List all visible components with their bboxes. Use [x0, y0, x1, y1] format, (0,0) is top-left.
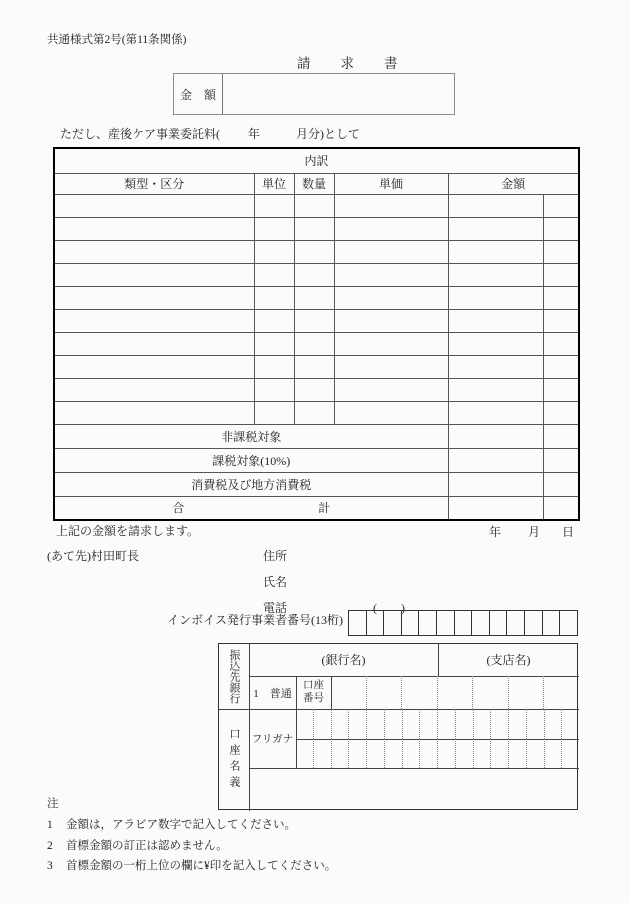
- furigana-label: フリガナ: [251, 734, 294, 745]
- furigana-name-cell[interactable]: [296, 739, 313, 768]
- note-number: 2: [47, 840, 53, 852]
- furigana-kana-cell[interactable]: [508, 709, 526, 739]
- breakdown-input-cell[interactable]: [334, 355, 448, 378]
- invoice-digit-box[interactable]: [454, 611, 472, 635]
- furigana-kana-cell[interactable]: [296, 709, 313, 739]
- breakdown-input-cell[interactable]: [294, 401, 334, 424]
- furigana-kana-cell[interactable]: [331, 709, 349, 739]
- furigana-kana-cells: [296, 709, 579, 739]
- breakdown-input-cell[interactable]: [543, 217, 579, 240]
- date-month-label: 月: [528, 525, 541, 539]
- note-text: 首標金額の訂正は認めません。: [66, 840, 228, 852]
- summary-amount-narrow-cell[interactable]: [543, 424, 579, 448]
- breakdown-input-cell[interactable]: [254, 378, 294, 401]
- breakdown-input-cell[interactable]: [54, 194, 254, 217]
- breakdown-input-cell[interactable]: [254, 332, 294, 355]
- invoice-number-grid: [348, 610, 578, 636]
- furigana-name-cell[interactable]: [455, 739, 473, 768]
- total-row: [54, 496, 579, 520]
- breakdown-input-cell[interactable]: [254, 217, 294, 240]
- breakdown-input-cell[interactable]: [448, 194, 543, 217]
- col-header-type: 類型・区分: [54, 173, 254, 194]
- col-header-unit: 単位: [254, 173, 294, 194]
- breakdown-input-cell[interactable]: [54, 286, 254, 309]
- title-char: 書: [384, 56, 398, 71]
- breakdown-input-cell[interactable]: [334, 240, 448, 263]
- breakdown-input-cell[interactable]: [448, 240, 543, 263]
- breakdown-empty-row: [54, 401, 579, 424]
- col-header-qty: 数量: [294, 173, 334, 194]
- furigana-kana-cell[interactable]: [313, 709, 331, 739]
- note-item: [47, 816, 296, 832]
- breakdown-input-cell[interactable]: [294, 286, 334, 309]
- furigana-kana-cell[interactable]: [437, 709, 455, 739]
- title-char: 請: [297, 56, 311, 71]
- summary-amount-cell[interactable]: [448, 448, 543, 472]
- breakdown-input-cell[interactable]: [543, 401, 579, 424]
- name-label: 氏名: [263, 575, 288, 589]
- breakdown-input-cell[interactable]: [294, 378, 334, 401]
- form-code: 共通様式第2号(第11条関係): [47, 34, 187, 46]
- breakdown-input-cell[interactable]: [294, 240, 334, 263]
- furigana-name-cell[interactable]: [561, 739, 579, 768]
- breakdown-input-cell[interactable]: [543, 194, 579, 217]
- summary-amount-narrow-cell[interactable]: [543, 472, 579, 496]
- breakdown-input-cell[interactable]: [54, 217, 254, 240]
- breakdown-input-cell[interactable]: [334, 263, 448, 286]
- account-number-label: 口座番号: [303, 679, 324, 704]
- breakdown-input-cell[interactable]: [543, 240, 579, 263]
- total-label-cell: [54, 496, 448, 520]
- furigana-kana-cell[interactable]: [473, 709, 491, 739]
- breakdown-empty-row: [54, 263, 579, 286]
- furigana-name-cell[interactable]: [490, 739, 508, 768]
- breakdown-empty-row: [54, 217, 579, 240]
- account-digit-cell[interactable]: [331, 676, 366, 709]
- summary-label: 消費税及び地方消費税: [54, 472, 448, 496]
- breakdown-input-cell[interactable]: [294, 355, 334, 378]
- breakdown-input-cell[interactable]: [543, 286, 579, 309]
- breakdown-input-cell[interactable]: [334, 194, 448, 217]
- breakdown-input-cell[interactable]: [334, 332, 448, 355]
- furigana-kana-cell[interactable]: [419, 709, 437, 739]
- breakdown-input-cell[interactable]: [448, 263, 543, 286]
- breakdown-input-cell[interactable]: [334, 378, 448, 401]
- total-amount-cell[interactable]: [448, 496, 543, 520]
- note-item: [47, 837, 228, 853]
- furigana-kana-cell[interactable]: [455, 709, 473, 739]
- furigana-name-cell[interactable]: [331, 739, 349, 768]
- phone-label: 電話: [263, 601, 288, 615]
- breakdown-input-cell[interactable]: [294, 263, 334, 286]
- summary-row: [54, 424, 579, 448]
- invoice-digit-box[interactable]: [436, 611, 454, 635]
- furigana-kana-cell[interactable]: [384, 709, 402, 739]
- breakdown-input-cell[interactable]: [543, 263, 579, 286]
- invoice-digit-box[interactable]: [559, 611, 577, 635]
- col-header-unit-price: 単価: [334, 173, 448, 194]
- summary-label: 非課税対象: [54, 424, 448, 448]
- breakdown-input-cell[interactable]: [54, 240, 254, 263]
- breakdown-input-cell[interactable]: [254, 355, 294, 378]
- summary-label: 課税対象(10%): [54, 448, 448, 472]
- note-text: 金額は，アラビア数字で記入してください。: [66, 819, 296, 831]
- breakdown-title-row: [54, 148, 579, 173]
- invoice-number-label: インボイス発行事業者番号(13桁): [167, 613, 343, 627]
- breakdown-input-cell[interactable]: [254, 309, 294, 332]
- invoice-digit-box[interactable]: [542, 611, 560, 635]
- subject-suffix: 月分)として: [296, 127, 361, 141]
- account-digit-cell[interactable]: [401, 676, 437, 709]
- invoice-digit-box[interactable]: [489, 611, 507, 635]
- invoice-digit-box[interactable]: [506, 611, 524, 635]
- furigana-name-cell[interactable]: [473, 739, 491, 768]
- note-number: 3: [47, 860, 53, 872]
- furigana-kana-cell[interactable]: [544, 709, 562, 739]
- furigana-name-cell[interactable]: [544, 739, 562, 768]
- breakdown-input-cell[interactable]: [294, 309, 334, 332]
- account-digit-cell[interactable]: [437, 676, 473, 709]
- summary-amount-narrow-cell[interactable]: [543, 448, 579, 472]
- addressee: (あて先)村田町長: [47, 549, 139, 563]
- summary-row: [54, 448, 579, 472]
- subject-prefix: ただし、産後ケア事業委託料(: [60, 127, 220, 141]
- invoice-digit-box[interactable]: [524, 611, 542, 635]
- furigana-name-cell[interactable]: [348, 739, 366, 768]
- invoice-digit-box[interactable]: [349, 611, 366, 635]
- furigana-kana-cell[interactable]: [366, 709, 384, 739]
- furigana-name-cell[interactable]: [384, 739, 402, 768]
- furigana-kana-cell[interactable]: [402, 709, 420, 739]
- subject-year-label: 年: [248, 127, 261, 141]
- summary-row: [54, 472, 579, 496]
- breakdown-input-cell[interactable]: [448, 332, 543, 355]
- breakdown-input-cell[interactable]: [54, 355, 254, 378]
- invoice-digit-box[interactable]: [471, 611, 489, 635]
- furigana-kana-cell[interactable]: [561, 709, 579, 739]
- breakdown-input-cell[interactable]: [543, 378, 579, 401]
- furigana-name-cell[interactable]: [313, 739, 331, 768]
- title-char: 求: [340, 56, 354, 71]
- breakdown-input-cell[interactable]: [254, 286, 294, 309]
- note-text: 首標金額の一桁上位の欄に¥印を記入してください。: [66, 860, 337, 872]
- account-digit-cell[interactable]: [366, 676, 402, 709]
- address-label: 住所: [263, 549, 288, 563]
- invoice-digit-box[interactable]: [418, 611, 436, 635]
- furigana-name-cells: [296, 739, 579, 768]
- breakdown-title: 内訳: [54, 148, 579, 173]
- furigana-kana-cell[interactable]: [526, 709, 544, 739]
- furigana-name-cell[interactable]: [419, 739, 437, 768]
- page-title: [297, 52, 398, 72]
- breakdown-input-cell[interactable]: [254, 240, 294, 263]
- breakdown-input-cell[interactable]: [254, 194, 294, 217]
- account-digit-cell[interactable]: [543, 676, 579, 709]
- account-type-option[interactable]: 1 普通: [253, 687, 292, 700]
- furigana-name-cell[interactable]: [366, 739, 384, 768]
- account-number-cells: [331, 676, 579, 709]
- summary-amount-cell[interactable]: [448, 424, 543, 448]
- furigana-name-cell[interactable]: [437, 739, 455, 768]
- account-holder-vertical-label: 口座名義: [228, 728, 240, 792]
- breakdown-input-cell[interactable]: [448, 355, 543, 378]
- breakdown-header-row: [54, 173, 579, 194]
- furigana-name-cell[interactable]: [402, 739, 420, 768]
- date-day-label: 日: [562, 525, 575, 539]
- total-label-right: 計: [318, 501, 331, 516]
- breakdown-input-cell[interactable]: [294, 332, 334, 355]
- breakdown-input-cell[interactable]: [54, 332, 254, 355]
- breakdown-input-cell[interactable]: [448, 286, 543, 309]
- breakdown-input-cell[interactable]: [543, 309, 579, 332]
- breakdown-input-cell[interactable]: [294, 194, 334, 217]
- breakdown-input-cell[interactable]: [54, 401, 254, 424]
- breakdown-input-cell[interactable]: [543, 332, 579, 355]
- breakdown-input-cell[interactable]: [254, 263, 294, 286]
- amount-label: 金 額: [174, 74, 223, 114]
- invoice-digit-box[interactable]: [366, 611, 384, 635]
- breakdown-input-cell[interactable]: [54, 378, 254, 401]
- notes-heading: 注: [47, 798, 59, 810]
- subject-line: [60, 127, 360, 142]
- breakdown-empty-row: [54, 309, 579, 332]
- claim-statement: 上記の金額を請求します。: [56, 524, 200, 538]
- breakdown-empty-row: [54, 355, 579, 378]
- col-header-amount: 金額: [448, 173, 579, 194]
- furigana-kana-cell[interactable]: [490, 709, 508, 739]
- phone-paren-field[interactable]: ( ): [373, 601, 405, 615]
- furigana-name-cell[interactable]: [526, 739, 544, 768]
- breakdown-table: [53, 147, 580, 521]
- breakdown-input-cell[interactable]: [254, 401, 294, 424]
- amount-input-area[interactable]: [223, 74, 454, 114]
- breakdown-input-cell[interactable]: [334, 217, 448, 240]
- branch-name-header: (支店名): [486, 652, 531, 667]
- note-item: [47, 857, 336, 873]
- invoice-digit-box[interactable]: [383, 611, 401, 635]
- breakdown-empty-row: [54, 332, 579, 355]
- account-holder-name-field[interactable]: [249, 768, 579, 811]
- note-number: 1: [47, 819, 53, 831]
- breakdown-input-cell[interactable]: [448, 217, 543, 240]
- total-amount-narrow-cell[interactable]: [543, 496, 579, 520]
- breakdown-input-cell[interactable]: [294, 217, 334, 240]
- breakdown-input-cell[interactable]: [334, 401, 448, 424]
- breakdown-empty-row: [54, 286, 579, 309]
- breakdown-input-cell[interactable]: [54, 309, 254, 332]
- date-year-label: 年: [489, 525, 502, 539]
- account-digit-cell[interactable]: [508, 676, 544, 709]
- breakdown-input-cell[interactable]: [448, 309, 543, 332]
- breakdown-input-cell[interactable]: [54, 263, 254, 286]
- breakdown-input-cell[interactable]: [543, 355, 579, 378]
- breakdown-empty-row: [54, 378, 579, 401]
- furigana-kana-cell[interactable]: [348, 709, 366, 739]
- payee-bank-vertical-label: 振込先銀行: [228, 649, 240, 704]
- account-digit-cell[interactable]: [472, 676, 508, 709]
- furigana-name-cell[interactable]: [508, 739, 526, 768]
- invoice-digit-box[interactable]: [401, 611, 419, 635]
- breakdown-input-cell[interactable]: [448, 378, 543, 401]
- amount-box: [173, 73, 455, 115]
- total-label-left: 合: [172, 501, 185, 516]
- breakdown-empty-row: [54, 240, 579, 263]
- bank-name-header: (銀行名): [321, 652, 366, 667]
- bank-transfer-table: [218, 643, 578, 810]
- breakdown-empty-row: [54, 194, 579, 217]
- breakdown-input-cell[interactable]: [334, 309, 448, 332]
- breakdown-input-cell[interactable]: [334, 286, 448, 309]
- summary-amount-cell[interactable]: [448, 472, 543, 496]
- breakdown-input-cell[interactable]: [448, 401, 543, 424]
